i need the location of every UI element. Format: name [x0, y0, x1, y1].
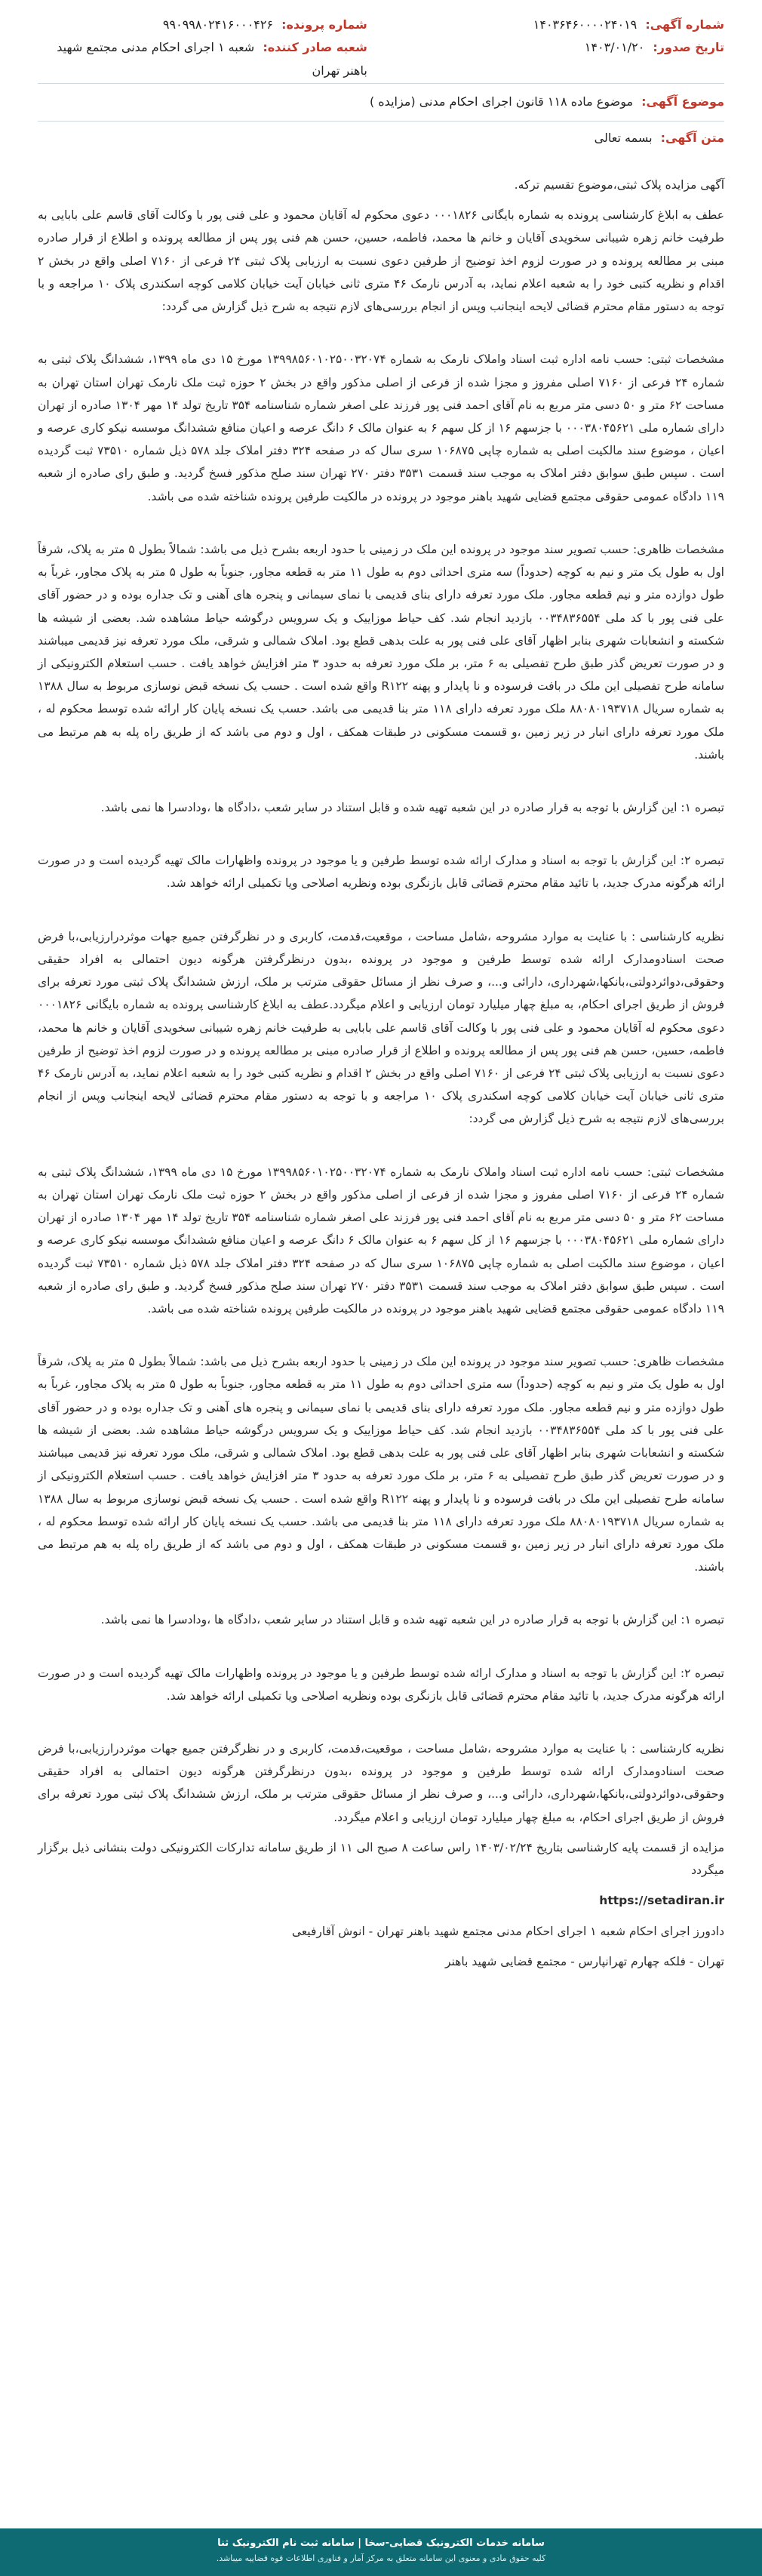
signature-line: دادورز اجرای احکام شعبه ۱ اجرای احکام مدنی مجتمع شهید باهنر تهران - انوش آقارفیعی: [291, 1924, 724, 1938]
paragraph-physical-repeat: مشخصات ظاهری: حسب تصویر سند موجود در پرونده این ملک در زمینی با حدود اربعه بشرح ذیل می باشد: شمالاً بطول ۵ متر به پلاک، شرقاً اول به طول یک متر و نیم به کوچه (حدوداً) سه متری احداثی دوم به طول ۱۱ متر به قطعه مجاور، جنوباً به طول ۵ متر به پلاک مجاور، غرباً به طول دوازده متر و نیم قطعه مجاور. ملک مورد تعرفه دارای بنای قدیمی با نمای سیمانی و پنجره های آهنی و تک جداره بوده و در حضور آقای علی فنی پور با کد ملی ۰۰۳۴۸۳۶۵۵۴ بازدید انجام شد. کف حیاط موزاییک و یک سرویس درگوشه حیاط مشاهده شد. بعضی از شیشه ها شکسته و انشعابات شهری بنابر اظهار آقای علی فنی پور به علت بدهی قطع بود. املاک شمالی و شرقی، ملک مورد تعرفه نیز قدیمی میباشند و در صورت تعریض گذر طبق طرح تفصیلی به ۶ متر، بر ملک مورد تعرفه به حدود ۳ متر افزایش خواهد یافت . حسب استعلام الکترونیکی از سامانه طرح تفصیلی این ملک در بافت فرسوده و نا پایدار و پهنه R۱۲۲ واقع شده است . حسب یک نسخه قبض نوسازی مربوط به سال ۱۳۸۸ به شماره سریال ۸۸۰۸۰۱۹۳۷۱۸ ملک مورد تعرفه دارای ۱۱۸ متر بنا قدیمی می باشد. حسب یک نسخه پایان کار ارائه شده توسط محکوم له ، ملک مورد تعرفه دارای انبار در زیر زمین ،و قسمت مسکونی در طبقات همکف ، اول و دوم می باشد که از طریق راه پله به هم مرتبط می باشند.: [38, 1355, 725, 1574]
text-label: متن آگهی:: [660, 131, 724, 145]
paragraph-note-2-repeat: تبصره ۲: این گزارش با توجه به اسناد و مدارک ارائه شده توسط طرفین و یا موجود در پرونده واظهارات مالک تهیه گردیده است و در صورت ارائه هرگونه مدرک جدید، با تائید مقام محترم قضائی قابل بازنگری بوده ونظریه اصلاحی ویا تکمیلی ارائه خواهد شد.: [38, 1666, 724, 1703]
auction-url-row: [38, 1889, 724, 1912]
header-separator: [38, 83, 724, 84]
issuer-label: شعبه صادر کننده:: [263, 40, 367, 55]
paragraph-note-1: تبصره ۱: این گزارش با توجه به قرار صادره در این شعبه تهیه شده و قابل استناد در سایر شعب ،دادگاه ها ،ودادسرا ها نمی باشد.: [100, 801, 724, 815]
issue-date-field: [395, 36, 724, 82]
ad-number-label: شماره آگهی:: [645, 17, 724, 32]
ad-number-field: [395, 14, 724, 36]
paragraph-registration-repeat: مشخصات ثبتی: حسب نامه اداره ثبت اسناد واملاک نارمک به شماره ۱۳۹۹۸۵۶۰۱۰۲۵۰۰۳۲۰۷۴ مورخ ۱۵ دی ماه ۱۳۹۹، ششدانگ پلاک ثبتی به شماره ۲۴ فرعی از ۷۱۶۰ اصلی مفروز و مجزا شده از فرعی از اصلی مذکور واقع در بخش ۲ حوزه ثبت ملک نارمک تهران استان تهران به مساحت ۶۲ متر و ۵۰ دسی متر مربع به نام آقای احمد فنی پور فرزند علی اصغر شماره شناسنامه ۳۵۴ تاریخ تولد ۱۴ مهر ۱۳۰۴ صادره از تهران دارای شماره ملی ۰۰۰۳۸۰۴۵۶۲۱ با جزسهم ۱۶ از کل سهم ۶ به عنوان مالک ۶ دانگ عرصه و اعیان منافع ششدانگ موسسه نیکو کاری عرصه و اعیان ، موضوع سند مالکیت اصلی به شماره چاپی ۱۰۶۸۷۵ سری سال که در صفحه ۳۲۴ دفتر املاک جلد ۵۷۸ ذیل شماره ۷۳۵۱۰ ثبت گردیده است . سپس طبق سوابق دفتر املاک به موجب سند قسمت ۳۵۳۱ دفتر ۲۷۰ تهران سند صلح مذکور فسخ گردید. و طبق رای صادره از شعبه ۱۱۹ دادگاه عمومی حقوقی مجتمع قضایی شهید باهنر موجود در پرونده در مالکیت طرفین پرونده شناخته شده می باشد.: [38, 1165, 724, 1316]
case-number-value: ۹۹۰۹۹۸۰۲۴۱۶۰۰۰۴۲۶: [162, 17, 273, 32]
subject-separator: [38, 121, 724, 122]
header-row-1: [38, 14, 724, 36]
ad-number-value: ۱۴۰۳۶۴۶۰۰۰۰۲۴۰۱۹: [533, 17, 638, 32]
auction-url-link[interactable]: https://setadiran.ir: [599, 1894, 724, 1908]
footer-links[interactable]: سامانه خدمات الکترونیک قضایی-سخا | سامانه ثبت نام الکترونیک ثنا: [217, 2538, 545, 2549]
text-block-header: [38, 127, 724, 149]
paragraph-physical: مشخصات ظاهری: حسب تصویر سند موجود در پرونده این ملک در زمینی با حدود اربعه بشرح ذیل می باشد: شمالاً بطول ۵ متر به پلاک، شرقاً اول به طول یک متر و نیم به کوچه (حدوداً) سه متری احداثی دوم به طول ۱۱ متر به قطعه مجاور، جنوباً به طول ۵ متر به پلاک مجاور، غرباً به طول دوازده متر و نیم قطعه مجاور. ملک مورد تعرفه دارای بنای قدیمی با نمای سیمانی و پنجره های آهنی و تک جداره بوده و در حضور آقای علی فنی پور با کد ملی ۰۰۳۴۸۳۶۵۵۴ بازدید انجام شد. کف حیاط موزاییک و یک سرویس درگوشه حیاط مشاهده شد. بعضی از شیشه ها شکسته و انشعابات شهری بنابر اظهار آقای علی فنی پور به علت بدهی قطع بود. املاک شمالی و شرقی، ملک مورد تعرفه نیز قدیمی میباشند و در صورت تعریض گذر طبق طرح تفصیلی به ۶ متر، بر ملک مورد تعرفه به حدود ۳ متر افزایش خواهد یافت . حسب استعلام الکترونیکی از سامانه طرح تفصیلی این ملک در بافت فرسوده و نا پایدار و پهنه R۱۲۲ واقع شده است . حسب یک نسخه قبض نوسازی مربوط به سال ۱۳۸۸ به شماره سریال ۸۸۰۸۰۱۹۳۷۱۸ ملک مورد تعرفه دارای ۱۱۸ متر بنا قدیمی می باشد. حسب یک نسخه پایان کار ارائه شده توسط محکوم له ، ملک مورد تعرفه دارای انبار در زیر زمین ،و قسمت مسکونی در طبقات همکف ، اول و دوم می باشد که از طریق راه پله به هم مرتبط می باشند.: [38, 542, 725, 762]
issue-date-value: ۱۴۰۳/۰۱/۲۰: [584, 40, 645, 55]
subject-block: [38, 91, 724, 113]
site-footer: [0, 2528, 762, 2576]
issuer-field: [38, 36, 367, 82]
address-line: تهران - فلکه چهارم تهرانپارس - مجتمع قضایی شهید باهنر: [445, 1954, 724, 1968]
case-number-label: شماره پرونده:: [281, 17, 367, 32]
footer-copyright: کلیه حقوق مادی و معنوی این سامانه متعلق به مرکز آمار و فناوری اطلاعات قوه قضاییه میباشد.: [216, 2553, 546, 2563]
paragraph-registration: مشخصات ثبتی: حسب نامه اداره ثبت اسناد واملاک نارمک به شماره ۱۳۹۹۸۵۶۰۱۰۲۵۰۰۳۲۰۷۴ مورخ ۱۵ دی ماه ۱۳۹۹، ششدانگ پلاک ثبتی به شماره ۲۴ فرعی از ۷۱۶۰ اصلی مفروز و مجزا شده از فرعی از اصلی مذکور واقع در بخش ۲ حوزه ثبت ملک نارمک تهران استان تهران به مساحت ۶۲ متر و ۵۰ دسی متر مربع به نام آقای احمد فنی پور فرزند علی اصغر شماره شناسنامه ۳۵۴ تاریخ تولد ۱۴ مهر ۱۳۰۴ صادره از تهران دارای شماره ملی ۰۰۰۳۸۰۴۵۶۲۱ با جزسهم ۱۶ از کل سهم ۶ به عنوان مالک ۶ دانگ عرصه و اعیان منافع ششدانگ موسسه نیکو کاری عرصه و اعیان ، موضوع سند مالکیت اصلی به شماره چاپی ۱۰۶۸۷۵ سری سال که در صفحه ۳۲۴ دفتر املاک جلد ۵۷۸ ذیل شماره ۷۳۵۱۰ ثبت گردیده است . سپس طبق سوابق دفتر املاک به موجب سند قسمت ۳۵۳۱ دفتر ۲۷۰ تهران سند صلح مذکور فسخ گردید. و طبق رای صادره از شعبه ۱۱۹ دادگاه عمومی حقوقی مجتمع قضایی شهید باهنر موجود در پرونده در مالکیت طرفین پرونده شناخته شده می باشد.: [38, 352, 724, 503]
paragraph-intro: عطف به ابلاغ کارشناسی پرونده به شماره بایگانی ۰۰۰۱۸۲۶ دعوی محکوم له آقایان محمود و علی فنی پور با وکالت آقای قاسم علی بابایی به طرفیت خانم زهره شیبانی سخویدی آقایان و خانم ها محمد، فاطمه، حسین، حسن هم فنی پور پس از مطالعه پرونده و اطلاع از قرار صادره مبنی بر مطالعه پرونده و در صورت لزوم اخذ توضیح از طرفین دعوی نسبت به ارزیابی پلاک ثبتی ۲۴ فرعی از ۷۱۶۰ اصلی واقع در بخش ۲ اقدام و نظریه کتبی خود را به شعبه اعلام نماید، به آدرس نارمک ۴۶ متری ثانی خیابان آیت خیابان کلامی کوچه اسکندری پلاک ۱۰ مراجعه و با توجه به دستور مقام محترم قضائی لایحه اینجانب وپس از انجام بررسی‌های لازم نتیجه به شرح ذیل گزارش می گردد:: [38, 208, 724, 314]
subject-label: موضوع آگهی:: [641, 94, 724, 109]
ad-body: [38, 174, 724, 1980]
text-intro: بسمه تعالی: [594, 131, 653, 145]
issuer-value: شعبه ۱ اجرای احکام مدنی مجتمع شهید باهنر تهران: [57, 40, 367, 78]
issue-date-label: تاریخ صدور:: [653, 40, 724, 55]
paragraph-note-1-repeat: تبصره ۱: این گزارش با توجه به قرار صادره در این شعبه تهیه شده و قابل استناد در سایر شعب ،دادگاه ها ،ودادسرا ها نمی باشد.: [100, 1613, 724, 1627]
subject-value: موضوع ماده ۱۱۸ قانون اجرای احکام مدنی (مزایده ): [369, 94, 634, 109]
case-number-field: [38, 14, 367, 36]
paragraph-opinion: نظریه کارشناسی : با عنایت به موارد مشروحه ،شامل مساحت ، موقعیت،قدمت، کاربری و در نظرگرفتن جمیع جهات موثردرارزیابی،با فرض صحت اسنادومدارک ارائه شده توسط طرفین و موجود در پرونده ،بدون درنظرگرفتن هرگونه دیون احتمالی به افراد حقیقی وحقوقی،دوائردولتی،بانکها،شهرداری، دارائی و...، و صرف نظر از مسائل حقوقی مترتب بر ملک، ارزش ششدانگ پلاک ثبتی مورد تعرفه برای فروش از طریق اجرای احکام، به مبلغ چهار میلیارد تومان ارزیابی و اعلام میگردد.عطف به ابلاغ کارشناسی پرونده به شماره بایگانی ۰۰۰۱۸۲۶ دعوی محکوم له آقایان محمود و علی فنی پور با وکالت آقای قاسم علی بابایی به طرفیت خانم زهره شیبانی سخویدی آقایان و خانم ها محمد، فاطمه، حسین، حسن هم فنی پور پس از مطالعه پرونده و اطلاع از قرار صادره مبنی بر مطالعه پرونده و در صورت لزوم اخذ توضیح از طرفین دعوی نسبت به ارزیابی پلاک ثبتی ۲۴ فرعی از ۷۱۶۰ اصلی واقع در بخش ۲ اقدام و نظریه کتبی خود را به شعبه اعلام نماید، به آدرس نارمک ۴۶ متری ثانی خیابان آیت خیابان کلامی کوچه اسکندری پلاک ۱۰ مراجعه و با توجه به دستور مقام محترم قضائی لایحه اینجانب وپس از انجام بررسی‌های لازم نتیجه به شرح ذیل گزارش می گردد:: [38, 929, 725, 1126]
paragraph-auction-date: مزایده از قسمت پایه کارشناسی بتاریخ ۱۴۰۳/۰۲/۲۴ راس ساعت ۸ صبح الی ۱۱ از طریق سامانه تدارکات الکترونیکی دولت بنشانی ذیل برگزار میگردد: [38, 1840, 724, 1878]
header-row-2: [38, 36, 724, 82]
ad-title: آگهی مزایده پلاک ثبتی،موضوع تقسیم ترکه.: [514, 178, 724, 192]
ad-header: [38, 14, 724, 78]
paragraph-opinion-final: نظریه کارشناسی : با عنایت به موارد مشروحه ،شامل مساحت ، موقعیت،قدمت، کاربری و در نظرگرفتن جمیع جهات موثردرارزیابی،با فرض صحت اسنادومدارک ارائه شده توسط طرفین و موجود در پرونده ،بدون درنظرگرفتن هرگونه دیون احتمالی به افراد حقیقی وحقوقی،دوائردولتی،بانکها،شهرداری، دارائی و...، و صرف نظر از مسائل حقوقی مترتب بر ملک، ارزش ششدانگ پلاک ثبتی مورد تعرفه برای فروش از طریق اجرای احکام، به مبلغ چهار میلیارد تومان ارزیابی و اعلام میگردد.: [38, 1742, 724, 1824]
paragraph-note-2: تبصره ۲: این گزارش با توجه به اسناد و مدارک ارائه شده توسط طرفین و یا موجود در پرونده واظهارات مالک تهیه گردیده است و در صورت ارائه هرگونه مدرک جدید، با تائید مقام محترم قضائی قابل بازنگری بوده ونظریه اصلاحی ویا تکمیلی ارائه خواهد شد.: [38, 854, 724, 891]
